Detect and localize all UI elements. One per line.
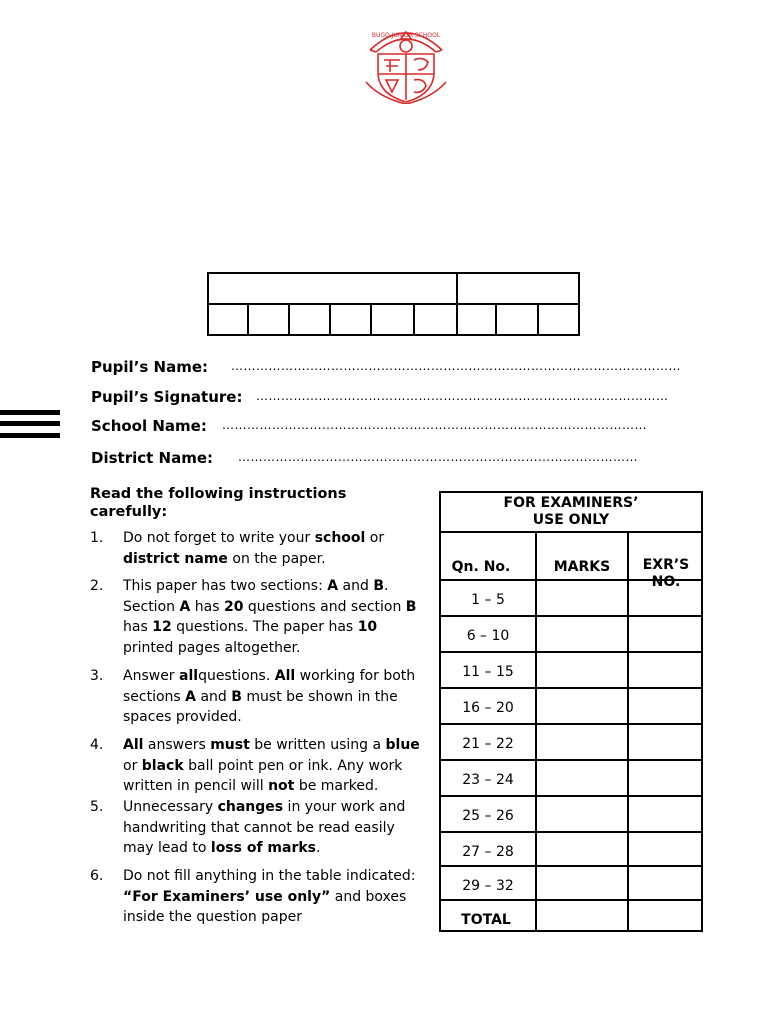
pupil-name-field [91, 357, 711, 376]
instruction-number: 6. [90, 868, 104, 884]
index-cell-divider [456, 305, 458, 334]
question-range-cell: 25 – 26 [462, 808, 514, 824]
school-name-label: School Name: [91, 417, 207, 435]
table-line [535, 533, 537, 930]
index-cell-divider [537, 305, 539, 334]
question-range-cell: 11 – 15 [462, 664, 514, 680]
table-line [441, 723, 701, 725]
pupil-name-label: Pupil’s Name: [91, 358, 209, 376]
pupil-signature-label: Pupil’s Signature: [91, 388, 243, 406]
table-line [441, 531, 701, 533]
instruction-text: This paper has two sections: A and B. Section A has 20 questions and section B has 12 questions. The paper has 10 printed pages altogether. [123, 578, 417, 656]
district-name-field [91, 448, 711, 467]
instruction-text: Do not forget to write your school or district name on the paper. [123, 530, 385, 567]
index-cell-divider [247, 305, 249, 334]
examiners-table [439, 491, 703, 932]
pupil-signature-dots: ……………………………………………………………………………………… [256, 389, 669, 403]
instruction-number: 5. [90, 799, 104, 815]
index-cell-divider [288, 305, 290, 334]
pupil-signature-field [91, 387, 711, 406]
table-line [441, 865, 701, 867]
pupil-name-dots: ……………………………………………………………………………………………… [231, 359, 681, 373]
instruction-item [90, 866, 430, 930]
instruction-item [90, 797, 430, 861]
district-name-dots: …………………………………………………………………………………… [238, 450, 638, 464]
instruction-item [90, 735, 430, 799]
instruction-item [90, 528, 430, 572]
school-name-field [91, 416, 711, 435]
table-line [441, 615, 701, 617]
table-line [441, 579, 701, 581]
table-line [441, 651, 701, 653]
index-cell-divider [495, 305, 497, 334]
instruction-text: Do not fill anything in the table indicated: “For Examiners’ use only” and boxes inside the question paper [123, 868, 416, 925]
school-name-dots: ………………………………………………………………………………………… [222, 418, 647, 432]
examiners-table-title: FOR EXAMINERS’ USE ONLY [503, 495, 639, 528]
instruction-text: Answer allquestions. All working for both sections A and B must be shown in the spaces provided. [123, 668, 416, 725]
instruction-item [90, 576, 430, 660]
table-line [441, 759, 701, 761]
table-line [441, 899, 701, 901]
question-range-cell: 27 – 28 [462, 844, 514, 860]
index-box-split [456, 274, 458, 303]
col-header-marks: MARKS [553, 559, 611, 575]
instruction-number: 3. [90, 668, 104, 684]
index-cell-divider [329, 305, 331, 334]
col-header-exr: EXR’S NO. [642, 557, 690, 590]
index-number-box [207, 272, 580, 336]
index-box-divider [209, 303, 578, 305]
index-cell-divider [413, 305, 415, 334]
instruction-text: All answers must be written using a blue or black ball point pen or ink. Any work written in pencil will not be marked. [123, 737, 420, 794]
instructions-heading: Read the following instructions carefully: [90, 486, 347, 520]
school-crest-logo [360, 20, 452, 104]
question-range-cell: 21 – 22 [462, 736, 514, 752]
table-line [441, 795, 701, 797]
question-range-cell: 1 – 5 [471, 592, 505, 608]
menu-icon[interactable] [0, 410, 60, 446]
instruction-text: Unnecessary changes in your work and handwriting that cannot be read easily may lead to loss of marks. [123, 799, 406, 856]
index-cell-divider [370, 305, 372, 334]
table-line [441, 687, 701, 689]
instruction-item [90, 666, 430, 730]
question-range-cell: 29 – 32 [462, 878, 514, 894]
instruction-number: 2. [90, 578, 104, 594]
instruction-number: 1. [90, 530, 104, 546]
logo-motto: BUGO JUNIOR SCHOOL [371, 32, 441, 39]
table-line [441, 831, 701, 833]
question-range-cell: 6 – 10 [466, 628, 510, 644]
col-header-qn: Qn. No. [451, 559, 511, 575]
question-range-cell: 16 – 20 [462, 700, 514, 716]
district-name-label: District Name: [91, 449, 213, 467]
instruction-number: 4. [90, 737, 104, 753]
question-range-cell: 23 – 24 [462, 772, 514, 788]
table-line [627, 533, 629, 930]
total-label: TOTAL [461, 912, 511, 928]
